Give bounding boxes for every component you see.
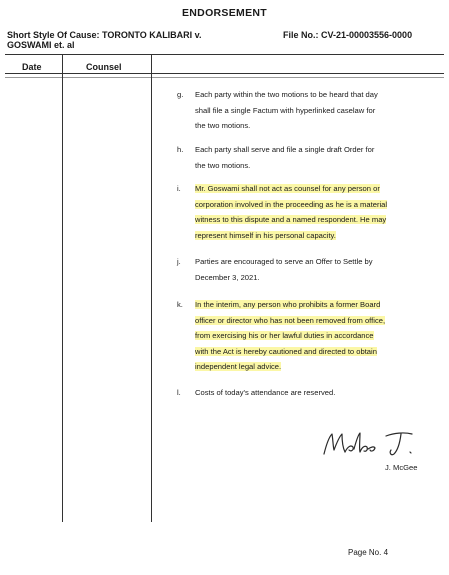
style-of-cause-line2: GOSWAMI et. al	[7, 40, 75, 50]
highlighted-line: from exercising his or her lawful duties in accordance	[195, 331, 374, 341]
table-top-rule	[5, 54, 444, 55]
table-header-rule	[5, 73, 444, 74]
highlighted-line: represent himself in his personal capacity.	[195, 230, 336, 240]
highlighted-line: In the interim, any person who prohibits a former Board	[195, 300, 381, 309]
file-number: File No.: CV-21-00003556-0000	[283, 30, 413, 40]
item-line: Each party within the two motions to be heard that day	[195, 90, 378, 99]
item-line: the two motions.	[195, 160, 251, 170]
item-letter: i.	[177, 184, 181, 193]
item-line: shall file a single Factum with hyperlinked caselaw for	[195, 105, 376, 115]
item-line: Each party shall serve and file a single draft Order for	[195, 145, 375, 154]
highlighted-line: officer or director who has not been removed from office,	[195, 315, 386, 325]
document-title: ENDORSEMENT	[182, 7, 267, 19]
signature-drawing	[318, 428, 428, 462]
counsel-column-divider	[151, 54, 152, 522]
page-number: Page No. 4	[348, 548, 389, 557]
table-header-subrule	[5, 77, 444, 78]
item-line: Parties are encouraged to serve an Offer to Settle by	[195, 257, 373, 266]
judge-name: J. McGee	[385, 463, 418, 472]
item-letter: j.	[177, 257, 181, 266]
highlighted-line: witness to this dispute and a named respondent. He may	[195, 215, 387, 225]
handwritten-signature	[318, 428, 428, 462]
item-letter: h.	[177, 145, 184, 154]
highlighted-line: with the Act is hereby cautioned and directed to obtain	[195, 346, 377, 356]
highlighted-line: corporation involved in the proceeding as he is a material	[195, 199, 388, 209]
counsel-column-header: Counsel	[86, 62, 122, 72]
highlighted-line: independent legal advice.	[195, 362, 282, 372]
item-letter: k.	[177, 300, 183, 309]
item-line: Costs of today's attendance are reserved.	[195, 388, 336, 397]
item-line: the two motions.	[195, 121, 251, 131]
style-of-cause-line1: Short Style Of Cause: TORONTO KALIBARI v.	[7, 30, 202, 40]
item-line: December 3, 2021.	[195, 272, 260, 282]
item-letter: l.	[177, 388, 181, 397]
highlighted-line: Mr. Goswami shall not act as counsel for any person or	[195, 184, 380, 193]
date-column-divider	[62, 54, 63, 522]
date-column-header: Date	[22, 62, 42, 72]
style-of-cause	[7, 30, 267, 50]
item-letter: g.	[177, 90, 184, 99]
